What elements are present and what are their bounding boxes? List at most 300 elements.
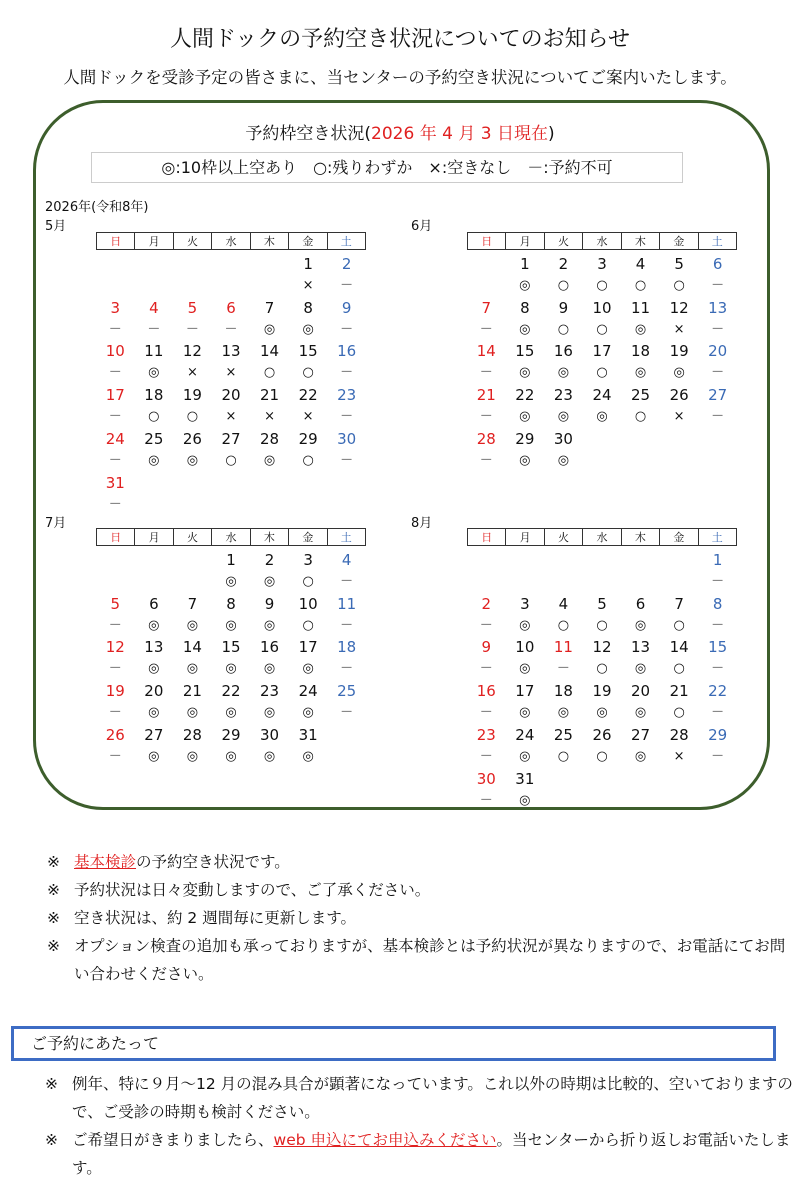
day-availability: － [479,748,493,764]
note-mark: ※ [47,909,60,927]
day-number: 12 [182,342,202,361]
day-number: 3 [110,298,121,317]
day-number: 27 [631,725,651,744]
day-number: 8 [303,298,313,317]
day-availability: ◎ [148,452,160,468]
day-number: 15 [221,638,241,657]
day-availability: ◎ [263,321,276,337]
year-label: 2026年(令和8年) [45,200,149,215]
day-number: 24 [105,429,125,448]
day-availability: － [711,617,725,633]
note-text: オプション検査の追加も承っておりますが、基本検診とは予約状況が異なりますので、お電話にてお問い合わせください。 [74,937,786,983]
day-availability: ○ [673,617,685,633]
day-number: 19 [105,682,125,701]
day-availability: ◎ [302,748,314,764]
day-number: 17 [515,682,535,701]
day-availability: ○ [302,617,314,633]
note-mark: ※ [45,1075,58,1093]
day-number: 6 [712,255,723,273]
day-number: 10 [298,594,318,613]
status-heading [0,119,800,144]
day-number: 1 [226,551,236,569]
weekday-header: 金 [660,233,698,250]
note-mark: ※ [47,937,60,955]
day-number: 31 [105,473,125,492]
day-availability: － [479,409,493,425]
day-number: 1 [712,551,723,569]
day-availability: － [711,661,725,677]
note-text: 。当センターから折り返しお電話いたします。 [72,1131,791,1177]
note-text: 予約状況は日々変動しますので、ご了承ください。 [74,881,431,899]
day-number: 1 [303,255,313,273]
day-availability: － [340,452,354,468]
day-number: 21 [669,682,689,701]
day-availability: ◎ [634,321,647,337]
day-number: 30 [553,429,573,448]
day-availability: ◎ [263,661,276,677]
day-availability: ◎ [186,705,199,721]
day-number: 31 [298,725,318,744]
day-availability: － [340,409,354,425]
day-number: 22 [515,386,535,405]
day-availability: － [108,321,122,337]
note-text: 空き状況は、約 2 週間毎に更新します。 [74,909,356,927]
day-availability: ◎ [634,705,647,721]
month-calendar [96,528,366,764]
day-availability: ◎ [302,661,314,677]
day-number: 9 [558,298,569,317]
day-availability: － [711,409,725,425]
day-number: 14 [182,638,202,657]
day-availability: ○ [634,409,647,425]
day-number: 10 [515,638,535,657]
weekday-header: 日 [97,529,135,546]
day-number: 22 [708,682,728,701]
day-number: 7 [481,298,492,317]
day-availability: ◎ [263,574,276,589]
day-availability: × [264,409,275,425]
day-availability: － [224,321,238,337]
day-number: 11 [631,298,651,317]
day-availability: － [340,321,354,337]
day-number: 13 [708,298,728,317]
day-availability: － [340,278,354,293]
day-availability: ○ [148,409,160,425]
day-number: 2 [481,594,492,613]
day-availability: ○ [673,705,685,721]
note-text: ご希望日がきまりましたら、 [72,1131,274,1149]
day-number: 28 [476,429,496,448]
note-item [47,876,790,904]
day-availability: － [479,321,493,337]
note-text: 例年、特に９月～12 月の混み具合が顕著になっています。これ以外の時期は比較的、空いておりますので、ご受診の時期も検討ください。 [72,1075,793,1121]
weekday-header: 月 [135,529,173,546]
day-number: 5 [110,594,121,613]
day-number: 17 [592,342,612,361]
status-heading-close: ) [547,124,555,144]
day-availability: ◎ [519,792,531,808]
day-availability: ○ [596,365,608,381]
day-availability: ○ [634,278,647,293]
day-availability: ◎ [519,452,531,468]
note-mark: ※ [47,853,60,871]
weekday-header: 水 [583,233,621,250]
weekday-header: 木 [250,233,288,250]
day-number: 11 [553,638,573,657]
day-number: 27 [221,429,241,448]
day-number: 11 [144,342,164,361]
day-availability: ○ [186,409,199,425]
day-number: 28 [260,429,280,448]
day-number: 7 [187,594,198,613]
day-availability: ◎ [225,574,237,589]
day-number: 21 [476,386,496,405]
day-availability: ◎ [519,321,531,337]
weekday-header: 木 [621,233,659,250]
day-number: 20 [144,682,164,701]
day-availability: － [147,321,161,337]
day-availability: － [340,574,354,589]
day-number: 22 [298,386,318,405]
note-item [45,1070,793,1126]
day-number: 24 [298,682,318,701]
day-number: 13 [631,638,651,657]
day-number: 22 [221,682,241,701]
day-availability: ◎ [557,452,570,468]
day-availability: × [225,409,237,425]
day-number: 15 [515,342,535,361]
day-availability: － [711,321,725,337]
day-number: 17 [105,386,125,405]
day-number: 15 [708,638,728,657]
day-number: 9 [341,298,352,317]
day-availability: ○ [596,321,608,337]
day-availability: ◎ [225,705,237,721]
day-availability: ◎ [634,365,647,381]
day-number: 27 [708,386,728,405]
legend: ◎:10枠以上空あり ○:残りわずか ×:空きなし －:予約不可 [91,152,683,183]
weekday-header: 水 [212,233,250,250]
day-availability: ○ [673,661,685,677]
day-availability: － [185,321,199,337]
day-number: 19 [182,386,202,405]
month-calendar [467,528,737,808]
day-number: 28 [182,725,202,744]
day-number: 2 [264,551,275,569]
day-availability: － [340,617,354,633]
day-availability: ○ [557,321,570,337]
weekday-header: 水 [583,529,621,546]
day-availability: － [108,705,122,721]
day-availability: × [673,748,685,764]
day-availability: ◎ [302,321,314,337]
day-availability: － [479,365,493,381]
day-availability: － [711,278,725,293]
day-number: 11 [337,594,357,613]
note-text: の予約空き状況です。 [136,853,290,871]
weekday-header: 日 [468,233,506,250]
day-number: 24 [592,386,612,405]
day-availability: － [711,748,725,764]
day-availability: ◎ [263,748,276,764]
day-availability: ◎ [519,409,531,425]
day-availability: ◎ [186,661,199,677]
day-availability: － [479,452,493,468]
weekday-header: 土 [327,529,365,546]
day-availability: ◎ [148,748,160,764]
weekday-header: 日 [97,233,135,250]
weekday-header: 日 [468,529,506,546]
day-availability: × [302,409,314,425]
day-number: 17 [298,638,318,657]
day-number: 8 [520,298,530,317]
day-number: 1 [520,255,530,273]
day-availability: ◎ [148,365,160,381]
day-availability: ○ [596,278,608,293]
day-availability: ◎ [596,409,608,425]
day-availability: － [108,409,122,425]
day-number: 25 [144,429,164,448]
day-availability: － [711,365,725,381]
day-availability: ◎ [673,365,685,381]
day-number: 26 [182,429,202,448]
day-number: 8 [712,594,723,613]
day-number: 23 [553,386,573,405]
day-availability: － [108,617,122,633]
day-number: 4 [635,255,646,273]
day-availability: ○ [302,365,314,381]
weekday-header: 金 [289,529,327,546]
status-heading-label: 予約枠空き状況( [245,124,372,144]
day-number: 4 [149,298,159,317]
day-number: 25 [631,386,651,405]
day-availability: ○ [225,452,237,468]
day-number: 3 [597,255,607,273]
page-title: 人間ドックの予約空き状況についてのお知らせ [169,27,631,52]
day-availability: ◎ [302,705,314,721]
day-availability: ◎ [519,617,531,633]
day-availability: － [479,661,493,677]
day-number: 29 [221,725,241,744]
day-availability: － [711,705,725,721]
day-availability: ○ [263,365,276,381]
day-number: 5 [597,594,607,613]
day-availability: ○ [557,748,570,764]
day-availability: ○ [596,617,608,633]
day-availability: － [108,748,122,764]
day-number: 26 [669,386,689,405]
day-number: 13 [144,638,164,657]
day-availability: － [108,452,122,468]
day-number: 19 [592,682,612,701]
note-item [47,904,790,932]
day-availability: ◎ [519,661,531,677]
day-number: 2 [558,255,569,273]
day-availability: ○ [302,452,314,468]
weekday-header: 木 [621,529,659,546]
day-availability: ◎ [557,705,570,721]
day-availability: ◎ [519,705,531,721]
month-label: 5月 [45,219,67,234]
day-availability: ◎ [634,748,647,764]
day-availability: ◎ [596,705,608,721]
day-availability: ◎ [148,705,160,721]
day-number: 3 [303,551,313,569]
day-availability: － [340,365,354,381]
weekday-header: 金 [289,233,327,250]
day-number: 16 [476,682,496,701]
day-availability: ◎ [557,409,570,425]
day-number: 25 [553,725,573,744]
day-availability: × [673,409,685,425]
day-availability: － [108,496,122,512]
reserve-heading: ご予約にあたって [11,1026,776,1061]
month-label: 7月 [45,516,67,531]
day-availability: ◎ [519,365,531,381]
day-availability: － [340,661,354,677]
day-number: 19 [669,342,689,361]
day-number: 5 [187,298,198,317]
day-number: 27 [144,725,164,744]
weekday-header: 水 [212,529,250,546]
day-availability: － [711,574,725,589]
basic-checkup-link[interactable]: 基本検診 [74,853,137,871]
day-availability: ○ [557,617,570,633]
day-availability: ◎ [186,617,199,633]
day-number: 18 [337,638,357,657]
day-availability: × [186,365,198,381]
day-number: 9 [264,594,275,613]
day-availability: ◎ [225,617,237,633]
day-availability: － [556,661,570,677]
day-availability: ◎ [148,617,160,633]
note-mark: ※ [45,1131,58,1149]
day-availability: × [225,365,237,381]
day-availability: － [479,792,493,808]
day-number: 3 [520,594,530,613]
day-availability: ◎ [263,452,276,468]
weekday-header: 土 [698,233,736,250]
day-availability: ◎ [186,452,199,468]
day-number: 29 [708,725,728,744]
day-number: 12 [592,638,612,657]
day-number: 13 [221,342,241,361]
day-number: 7 [674,594,684,613]
day-availability: ◎ [225,661,237,677]
day-number: 6 [226,298,236,317]
day-number: 25 [337,682,357,701]
web-application-link[interactable]: web 申込にてお申込みください [273,1131,497,1149]
day-number: 2 [341,255,352,273]
reserve-notes [45,1070,793,1182]
day-availability: － [108,365,122,381]
day-availability: ◎ [519,748,531,764]
note-mark: ※ [47,881,60,899]
day-number: 18 [631,342,651,361]
weekday-header: 火 [173,529,211,546]
day-availability: ○ [673,278,685,293]
weekday-header: 土 [327,233,365,250]
month-label: 6月 [411,219,433,234]
day-number: 26 [105,725,125,744]
day-availability: ◎ [186,748,199,764]
day-number: 30 [476,769,496,788]
day-number: 16 [553,342,573,361]
month-label: 8月 [411,516,433,531]
day-number: 23 [476,725,496,744]
day-availability: × [673,321,685,337]
day-availability: ◎ [225,748,237,764]
weekday-header: 金 [660,529,698,546]
day-availability: ◎ [148,661,160,677]
day-availability: ◎ [557,365,570,381]
day-number: 16 [260,638,280,657]
notes-list [47,848,790,988]
month-calendar [467,232,737,468]
day-number: 12 [669,298,689,317]
day-availability: ○ [596,661,608,677]
day-availability: ◎ [634,661,647,677]
weekday-header: 火 [544,233,582,250]
day-number: 31 [515,769,535,788]
day-number: 5 [674,255,684,273]
day-number: 10 [105,342,125,361]
day-number: 10 [592,298,612,317]
day-availability: ◎ [263,617,276,633]
day-number: 6 [149,594,159,613]
day-number: 14 [476,342,496,361]
weekday-header: 土 [698,529,736,546]
day-number: 29 [515,429,535,448]
day-availability: ◎ [634,617,647,633]
day-availability: ◎ [519,278,531,293]
weekday-header: 月 [506,529,544,546]
day-number: 16 [337,342,357,361]
day-number: 21 [260,386,280,405]
day-number: 30 [337,429,357,448]
day-number: 20 [631,682,651,701]
day-number: 18 [553,682,573,701]
day-number: 8 [226,594,236,613]
weekday-header: 火 [544,529,582,546]
day-number: 23 [260,682,280,701]
day-availability: ○ [596,748,608,764]
day-number: 6 [635,594,646,613]
day-number: 21 [182,682,202,701]
day-number: 23 [337,386,357,405]
day-number: 14 [260,342,280,361]
day-number: 30 [260,725,280,744]
day-number: 20 [221,386,241,405]
weekday-header: 月 [506,233,544,250]
day-number: 4 [341,551,352,569]
day-availability: × [302,278,314,293]
day-number: 12 [105,638,125,657]
day-number: 26 [592,725,612,744]
note-item [47,848,790,876]
weekday-header: 木 [250,529,288,546]
day-availability: － [108,661,122,677]
note-item [45,1126,793,1182]
day-number: 14 [669,638,689,657]
day-number: 24 [515,725,535,744]
day-number: 4 [558,594,569,613]
weekday-header: 火 [173,233,211,250]
day-availability: － [340,705,354,721]
month-calendar [96,232,366,512]
note-item [47,932,790,988]
day-number: 29 [298,429,318,448]
